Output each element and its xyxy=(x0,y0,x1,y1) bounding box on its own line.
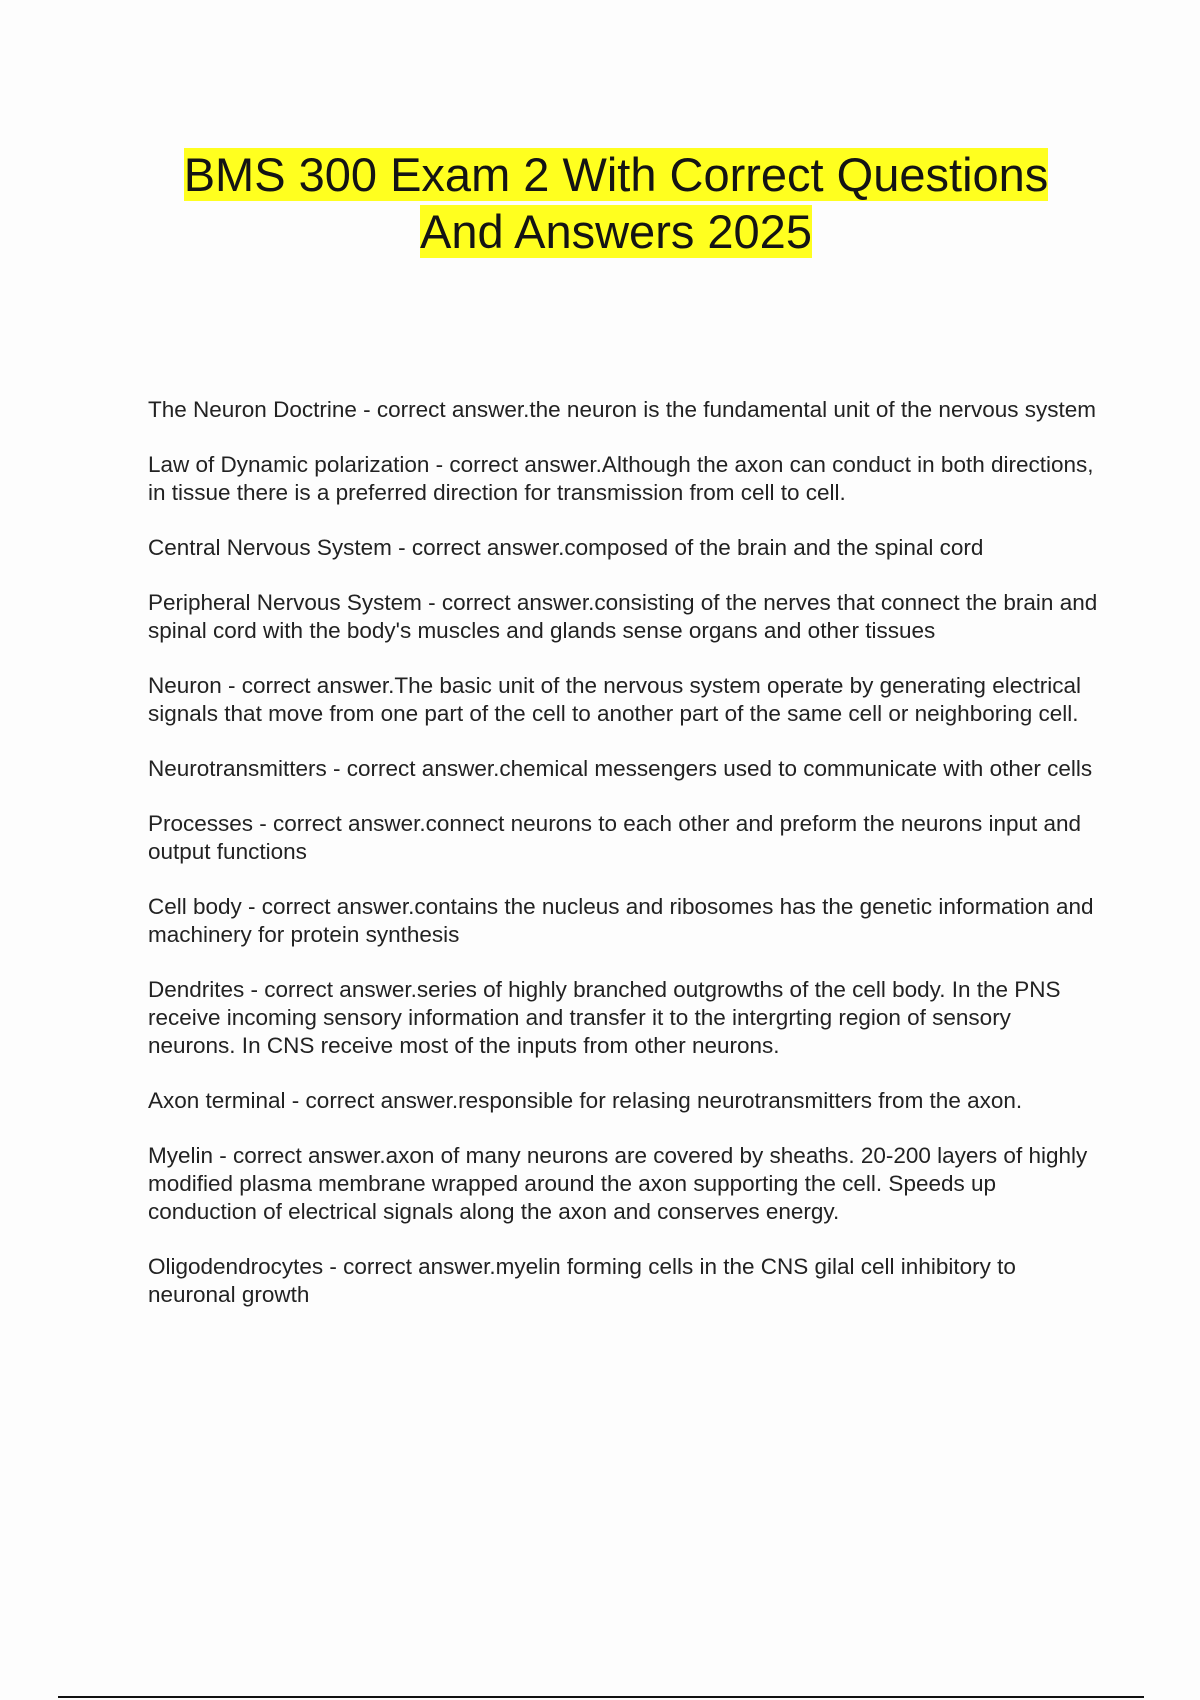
qa-entry-myelin: Myelin - correct answer.axon of many neurons are covered by sheaths. 20-200 layers of highly modified plasma membrane wrapped around the axon supporting the cell. Speeds up conduction of electrical signals along the axon and conserves energy. xyxy=(148,1143,1088,1224)
page-bottom-rule xyxy=(58,1696,1144,1698)
qa-entry-dynamic-polarization: Law of Dynamic polarization - correct answer.Although the axon can conduct in both directions, in tissue there is a preferred direction for transmission from cell to cell. xyxy=(148,452,1094,505)
qa-entry-cns: Central Nervous System - correct answer.composed of the brain and the spinal cord xyxy=(148,535,984,560)
qa-entry-oligodendrocytes: Oligodendrocytes - correct answer.myelin forming cells in the CNS gilal cell inhibitory to neuronal growth xyxy=(148,1254,1016,1307)
qa-entry-axon-terminal: Axon terminal - correct answer.responsible for relasing neurotransmitters from the axon. xyxy=(148,1088,1023,1113)
qa-entry-neurotransmitters: Neurotransmitters - correct answer.chemical messengers used to communicate with other cells xyxy=(148,756,1093,781)
qa-entry-neuron-doctrine: The Neuron Doctrine - correct answer.the neuron is the fundamental unit of the nervous system xyxy=(148,397,1096,422)
qa-list xyxy=(148,396,1098,1336)
qa-entry-processes: Processes - correct answer.connect neurons to each other and preform the neurons input and output functions xyxy=(148,811,1082,864)
qa-entry-dendrites: Dendrites - correct answer.series of highly branched outgrowths of the cell body. In the PNS receive incoming sensory information and transfer it to the intergrting region of sensory neurons. In CNS receive most of the inputs from other neurons. xyxy=(148,977,1061,1058)
title-line-1: BMS 300 Exam 2 With Correct Questions xyxy=(183,148,1049,201)
title-line-2: And Answers 2025 xyxy=(420,205,812,258)
qa-entry-pns: Peripheral Nervous System - correct answer.consisting of the nerves that connect the brain and spinal cord with the body's muscles and glands sense organs and other tissues xyxy=(148,590,1098,643)
qa-entry-neuron: Neuron - correct answer.The basic unit of the nervous system operate by generating electrical signals that move from one part of the cell to another part of the same cell or neighboring cell. xyxy=(148,673,1081,726)
qa-entry-cell-body: Cell body - correct answer.contains the nucleus and ribosomes has the genetic information and machinery for protein synthesis xyxy=(148,894,1094,947)
document-title xyxy=(0,146,1200,260)
